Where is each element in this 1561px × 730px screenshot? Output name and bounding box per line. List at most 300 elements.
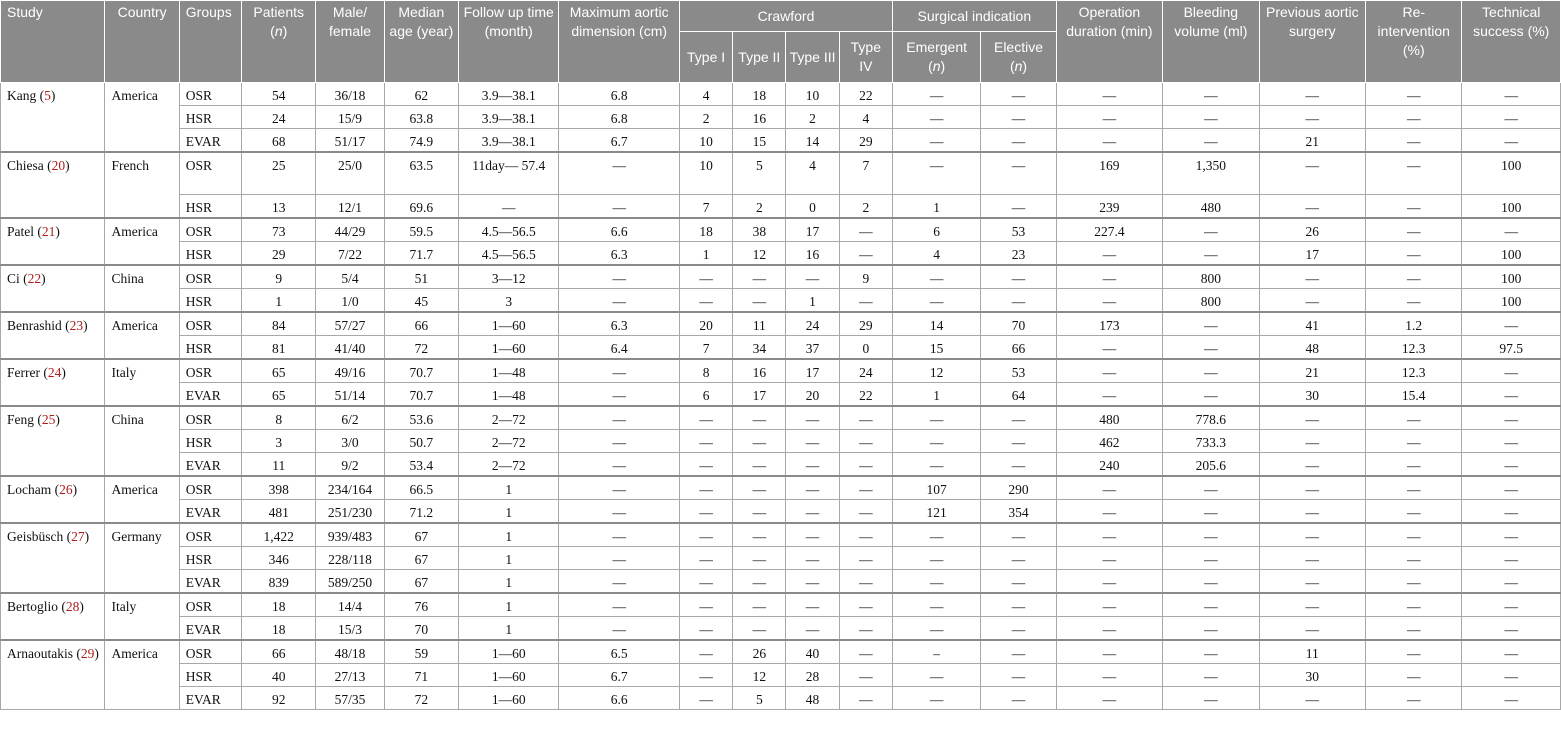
type-3-cell: 16 bbox=[786, 242, 839, 266]
technical-success-cell: — bbox=[1462, 523, 1561, 547]
median-age-cell: 62 bbox=[384, 83, 458, 106]
type-2-cell: — bbox=[733, 406, 786, 430]
study-cell: Kang (5) bbox=[1, 83, 105, 153]
previous-surgery-cell: 48 bbox=[1259, 336, 1365, 360]
group-cell: EVAR bbox=[179, 617, 241, 641]
type-2-cell: 18 bbox=[733, 83, 786, 106]
study-cell: Chiesa (20) bbox=[1, 152, 105, 218]
max-dimension-cell: 6.7 bbox=[559, 664, 680, 687]
type-4-cell: — bbox=[839, 523, 892, 547]
header-max-dimension: Maximum aortic dimension (cm) bbox=[559, 1, 680, 83]
max-dimension-cell: 6.3 bbox=[559, 242, 680, 266]
reference-link[interactable]: 20 bbox=[51, 158, 66, 173]
reference-link[interactable]: 27 bbox=[71, 529, 85, 544]
technical-success-cell: — bbox=[1462, 500, 1561, 524]
male-female-cell: 9/2 bbox=[316, 453, 384, 477]
elective-cell: — bbox=[981, 617, 1056, 641]
patients-cell: 3 bbox=[242, 430, 316, 453]
max-dimension-cell: 6.5 bbox=[559, 640, 680, 664]
type-4-cell: — bbox=[839, 453, 892, 477]
type-4-cell: — bbox=[839, 687, 892, 710]
patients-cell: 92 bbox=[242, 687, 316, 710]
type-3-cell: 20 bbox=[786, 383, 839, 407]
elective-cell: — bbox=[981, 106, 1056, 129]
reintervention-cell: — bbox=[1366, 687, 1462, 710]
follow-up-cell: 1—60 bbox=[459, 336, 559, 360]
follow-up-cell: 2—72 bbox=[459, 406, 559, 430]
patients-cell: 18 bbox=[242, 617, 316, 641]
country-cell: Italy bbox=[105, 359, 179, 406]
median-age-cell: 71.7 bbox=[384, 242, 458, 266]
header-emergent: Emergent (n) bbox=[892, 32, 980, 83]
type-3-cell: 0 bbox=[786, 195, 839, 219]
group-cell: HSR bbox=[179, 336, 241, 360]
study-name: Chiesa bbox=[7, 158, 44, 173]
patients-cell: 65 bbox=[242, 359, 316, 383]
type-1-cell: — bbox=[679, 430, 732, 453]
header-surgical-indication: Surgical indication bbox=[892, 1, 1056, 32]
reintervention-cell: 1.2 bbox=[1366, 312, 1462, 336]
follow-up-cell: 3.9—38.1 bbox=[459, 106, 559, 129]
study-cell: Geisbüsch (27) bbox=[1, 523, 105, 593]
type-1-cell: — bbox=[679, 476, 732, 500]
table-row bbox=[1, 430, 1561, 453]
previous-surgery-cell: — bbox=[1259, 106, 1365, 129]
follow-up-cell: 3.9—38.1 bbox=[459, 129, 559, 153]
median-age-cell: 71 bbox=[384, 664, 458, 687]
operation-duration-cell: — bbox=[1056, 664, 1162, 687]
country-cell: America bbox=[105, 218, 179, 265]
elective-cell: — bbox=[981, 406, 1056, 430]
bleeding-volume-cell: — bbox=[1163, 106, 1259, 129]
table-row bbox=[1, 289, 1561, 313]
emergent-cell: 15 bbox=[892, 336, 980, 360]
type-1-cell: — bbox=[679, 265, 732, 289]
reference-link[interactable]: 22 bbox=[27, 271, 42, 286]
previous-surgery-cell: 11 bbox=[1259, 640, 1365, 664]
male-female-cell: 251/230 bbox=[316, 500, 384, 524]
technical-success-cell: — bbox=[1462, 547, 1561, 570]
operation-duration-cell: 173 bbox=[1056, 312, 1162, 336]
group-cell: OSR bbox=[179, 152, 241, 195]
emergent-cell: — bbox=[892, 664, 980, 687]
header-type-1: Type I bbox=[679, 32, 732, 83]
group-cell: OSR bbox=[179, 476, 241, 500]
group-cell: OSR bbox=[179, 640, 241, 664]
type-2-cell: 12 bbox=[733, 664, 786, 687]
type-4-cell: 29 bbox=[839, 129, 892, 153]
type-1-cell: — bbox=[679, 289, 732, 313]
previous-surgery-cell: 17 bbox=[1259, 242, 1365, 266]
male-female-cell: 12/1 bbox=[316, 195, 384, 219]
median-age-cell: 53.4 bbox=[384, 453, 458, 477]
reference-link[interactable]: 26 bbox=[59, 482, 73, 497]
previous-surgery-cell: — bbox=[1259, 195, 1365, 219]
patients-cell: 1,422 bbox=[242, 523, 316, 547]
operation-duration-cell: — bbox=[1056, 640, 1162, 664]
follow-up-cell: 1—48 bbox=[459, 383, 559, 407]
type-2-cell: — bbox=[733, 476, 786, 500]
operation-duration-cell: — bbox=[1056, 359, 1162, 383]
group-cell: HSR bbox=[179, 664, 241, 687]
previous-surgery-cell: — bbox=[1259, 430, 1365, 453]
study-name: Arnaoutakis bbox=[7, 646, 73, 661]
reference-link[interactable]: 24 bbox=[47, 365, 62, 380]
type-1-cell: — bbox=[679, 453, 732, 477]
study-name: Ferrer bbox=[7, 365, 40, 380]
median-age-cell: 74.9 bbox=[384, 129, 458, 153]
patients-cell: 11 bbox=[242, 453, 316, 477]
follow-up-cell: 1 bbox=[459, 500, 559, 524]
bleeding-volume-cell: — bbox=[1163, 687, 1259, 710]
emergent-cell: — bbox=[892, 523, 980, 547]
header-patients-unit: n bbox=[274, 23, 283, 39]
previous-surgery-cell: — bbox=[1259, 547, 1365, 570]
operation-duration-cell: 462 bbox=[1056, 430, 1162, 453]
elective-cell: — bbox=[981, 129, 1056, 153]
reference-link[interactable]: 25 bbox=[41, 412, 56, 427]
type-2-cell: — bbox=[733, 265, 786, 289]
patients-cell: 18 bbox=[242, 593, 316, 617]
study-cell: Patel (21) bbox=[1, 218, 105, 265]
bleeding-volume-cell: 800 bbox=[1163, 289, 1259, 313]
emergent-cell: 107 bbox=[892, 476, 980, 500]
header-emergent-label: Emergent bbox=[906, 39, 967, 55]
reintervention-cell: — bbox=[1366, 289, 1462, 313]
max-dimension-cell: — bbox=[559, 453, 680, 477]
median-age-cell: 45 bbox=[384, 289, 458, 313]
type-2-cell: — bbox=[733, 617, 786, 641]
group-cell: OSR bbox=[179, 523, 241, 547]
technical-success-cell: — bbox=[1462, 687, 1561, 710]
previous-surgery-cell: 21 bbox=[1259, 359, 1365, 383]
emergent-cell: — bbox=[892, 406, 980, 430]
type-3-cell: 17 bbox=[786, 218, 839, 242]
previous-surgery-cell: — bbox=[1259, 593, 1365, 617]
previous-surgery-cell: — bbox=[1259, 453, 1365, 477]
male-female-cell: 5/4 bbox=[316, 265, 384, 289]
group-cell: HSR bbox=[179, 195, 241, 219]
type-2-cell: — bbox=[733, 453, 786, 477]
group-cell: EVAR bbox=[179, 383, 241, 407]
patients-cell: 65 bbox=[242, 383, 316, 407]
type-2-cell: — bbox=[733, 523, 786, 547]
type-3-cell: 48 bbox=[786, 687, 839, 710]
elective-cell: 354 bbox=[981, 500, 1056, 524]
follow-up-cell: 3 bbox=[459, 289, 559, 313]
reintervention-cell: 15.4 bbox=[1366, 383, 1462, 407]
type-2-cell: — bbox=[733, 570, 786, 594]
group-cell: HSR bbox=[179, 547, 241, 570]
operation-duration-cell: — bbox=[1056, 106, 1162, 129]
median-age-cell: 66.5 bbox=[384, 476, 458, 500]
male-female-cell: 15/3 bbox=[316, 617, 384, 641]
header-elective-label: Elective bbox=[993, 39, 1044, 55]
type-4-cell: — bbox=[839, 406, 892, 430]
reintervention-cell: — bbox=[1366, 242, 1462, 266]
patients-cell: 398 bbox=[242, 476, 316, 500]
group-cell: EVAR bbox=[179, 129, 241, 153]
patients-cell: 68 bbox=[242, 129, 316, 153]
type-1-cell: — bbox=[679, 664, 732, 687]
bleeding-volume-cell: — bbox=[1163, 476, 1259, 500]
previous-surgery-cell: — bbox=[1259, 476, 1365, 500]
male-female-cell: 25/0 bbox=[316, 152, 384, 195]
median-age-cell: 66 bbox=[384, 312, 458, 336]
type-4-cell: — bbox=[839, 476, 892, 500]
bleeding-volume-cell: — bbox=[1163, 640, 1259, 664]
reference-link[interactable]: 21 bbox=[41, 224, 56, 239]
type-4-cell: 7 bbox=[839, 152, 892, 195]
elective-cell: — bbox=[981, 640, 1056, 664]
emergent-cell: — bbox=[892, 687, 980, 710]
type-2-cell: 5 bbox=[733, 687, 786, 710]
previous-surgery-cell: 41 bbox=[1259, 312, 1365, 336]
table-row bbox=[1, 617, 1561, 641]
emergent-cell: — bbox=[892, 617, 980, 641]
type-1-cell: — bbox=[679, 570, 732, 594]
male-female-cell: 1/0 bbox=[316, 289, 384, 313]
type-4-cell: 22 bbox=[839, 83, 892, 106]
median-age-cell: 69.6 bbox=[384, 195, 458, 219]
group-cell: EVAR bbox=[179, 570, 241, 594]
operation-duration-cell: — bbox=[1056, 500, 1162, 524]
median-age-cell: 72 bbox=[384, 687, 458, 710]
type-1-cell: 20 bbox=[679, 312, 732, 336]
group-cell: OSR bbox=[179, 593, 241, 617]
type-2-cell: 5 bbox=[733, 152, 786, 195]
technical-success-cell: 100 bbox=[1462, 289, 1561, 313]
patients-cell: 29 bbox=[242, 242, 316, 266]
type-2-cell: 16 bbox=[733, 359, 786, 383]
patients-cell: 839 bbox=[242, 570, 316, 594]
type-1-cell: — bbox=[679, 687, 732, 710]
median-age-cell: 72 bbox=[384, 336, 458, 360]
emergent-cell: — bbox=[892, 593, 980, 617]
operation-duration-cell: — bbox=[1056, 129, 1162, 153]
type-3-cell: — bbox=[786, 617, 839, 641]
study-name: Feng bbox=[7, 412, 34, 427]
patients-cell: 54 bbox=[242, 83, 316, 106]
emergent-cell: 14 bbox=[892, 312, 980, 336]
bleeding-volume-cell: — bbox=[1163, 218, 1259, 242]
table-row bbox=[1, 359, 1561, 383]
country-cell: America bbox=[105, 476, 179, 523]
follow-up-cell: 1 bbox=[459, 617, 559, 641]
elective-cell: 64 bbox=[981, 383, 1056, 407]
header-reintervention: Re-intervention (%) bbox=[1366, 1, 1462, 83]
elective-cell: 70 bbox=[981, 312, 1056, 336]
type-4-cell: — bbox=[839, 640, 892, 664]
max-dimension-cell: 6.8 bbox=[559, 83, 680, 106]
max-dimension-cell: — bbox=[559, 289, 680, 313]
technical-success-cell: 97.5 bbox=[1462, 336, 1561, 360]
type-4-cell: 29 bbox=[839, 312, 892, 336]
type-3-cell: — bbox=[786, 593, 839, 617]
header-operation-duration: Operation duration (min) bbox=[1056, 1, 1162, 83]
max-dimension-cell: — bbox=[559, 195, 680, 219]
previous-surgery-cell: 26 bbox=[1259, 218, 1365, 242]
type-3-cell: 24 bbox=[786, 312, 839, 336]
type-1-cell: 18 bbox=[679, 218, 732, 242]
emergent-cell: – bbox=[892, 640, 980, 664]
header-follow-up: Follow up time (month) bbox=[459, 1, 559, 83]
table-row bbox=[1, 593, 1561, 617]
previous-surgery-cell: — bbox=[1259, 152, 1365, 195]
median-age-cell: 63.8 bbox=[384, 106, 458, 129]
operation-duration-cell: — bbox=[1056, 476, 1162, 500]
male-female-cell: 234/164 bbox=[316, 476, 384, 500]
table-row bbox=[1, 664, 1561, 687]
technical-success-cell: — bbox=[1462, 593, 1561, 617]
reintervention-cell: — bbox=[1366, 617, 1462, 641]
elective-cell: — bbox=[981, 265, 1056, 289]
technical-success-cell: — bbox=[1462, 406, 1561, 430]
type-4-cell: 0 bbox=[839, 336, 892, 360]
follow-up-cell: 2—72 bbox=[459, 430, 559, 453]
reintervention-cell: — bbox=[1366, 500, 1462, 524]
type-4-cell: — bbox=[839, 570, 892, 594]
male-female-cell: 15/9 bbox=[316, 106, 384, 129]
patients-cell: 8 bbox=[242, 406, 316, 430]
type-1-cell: 7 bbox=[679, 336, 732, 360]
bleeding-volume-cell: 778.6 bbox=[1163, 406, 1259, 430]
bleeding-volume-cell: — bbox=[1163, 593, 1259, 617]
table-row bbox=[1, 129, 1561, 153]
median-age-cell: 63.5 bbox=[384, 152, 458, 195]
type-3-cell: — bbox=[786, 406, 839, 430]
table-row bbox=[1, 152, 1561, 195]
technical-success-cell: 100 bbox=[1462, 265, 1561, 289]
median-age-cell: 67 bbox=[384, 547, 458, 570]
reference-link[interactable]: 23 bbox=[69, 318, 84, 333]
technical-success-cell: — bbox=[1462, 640, 1561, 664]
reference-link[interactable]: 28 bbox=[65, 599, 80, 614]
study-name: Geisbüsch bbox=[7, 529, 64, 544]
operation-duration-cell: 240 bbox=[1056, 453, 1162, 477]
max-dimension-cell: 6.6 bbox=[559, 218, 680, 242]
male-female-cell: 41/40 bbox=[316, 336, 384, 360]
max-dimension-cell: — bbox=[559, 430, 680, 453]
elective-cell: — bbox=[981, 523, 1056, 547]
elective-cell: — bbox=[981, 83, 1056, 106]
type-1-cell: 10 bbox=[679, 129, 732, 153]
follow-up-cell: 4.5—56.5 bbox=[459, 218, 559, 242]
reference-link[interactable]: 5 bbox=[44, 88, 51, 103]
table-row bbox=[1, 570, 1561, 594]
type-1-cell: — bbox=[679, 500, 732, 524]
emergent-cell: — bbox=[892, 430, 980, 453]
type-3-cell: 10 bbox=[786, 83, 839, 106]
patients-cell: 13 bbox=[242, 195, 316, 219]
median-age-cell: 76 bbox=[384, 593, 458, 617]
elective-cell: 23 bbox=[981, 242, 1056, 266]
type-2-cell: 2 bbox=[733, 195, 786, 219]
follow-up-cell: 1 bbox=[459, 547, 559, 570]
reintervention-cell: — bbox=[1366, 476, 1462, 500]
country-cell: America bbox=[105, 312, 179, 359]
group-cell: HSR bbox=[179, 242, 241, 266]
reintervention-cell: — bbox=[1366, 265, 1462, 289]
table-row bbox=[1, 195, 1561, 219]
type-3-cell: 2 bbox=[786, 106, 839, 129]
reintervention-cell: — bbox=[1366, 218, 1462, 242]
country-cell: America bbox=[105, 640, 179, 710]
country-cell: French bbox=[105, 152, 179, 218]
male-female-cell: 939/483 bbox=[316, 523, 384, 547]
group-cell: HSR bbox=[179, 106, 241, 129]
type-1-cell: — bbox=[679, 547, 732, 570]
table-row bbox=[1, 336, 1561, 360]
country-cell: China bbox=[105, 406, 179, 476]
male-female-cell: 6/2 bbox=[316, 406, 384, 430]
emergent-cell: — bbox=[892, 129, 980, 153]
bleeding-volume-cell: 480 bbox=[1163, 195, 1259, 219]
max-dimension-cell: 6.4 bbox=[559, 336, 680, 360]
median-age-cell: 59 bbox=[384, 640, 458, 664]
bleeding-volume-cell: — bbox=[1163, 523, 1259, 547]
follow-up-cell: 1—60 bbox=[459, 687, 559, 710]
type-3-cell: 17 bbox=[786, 359, 839, 383]
type-1-cell: — bbox=[679, 617, 732, 641]
male-female-cell: 3/0 bbox=[316, 430, 384, 453]
header-emergent-unit: n bbox=[932, 58, 941, 74]
reintervention-cell: — bbox=[1366, 430, 1462, 453]
reference-link[interactable]: 29 bbox=[80, 646, 95, 661]
header-type-3: Type III bbox=[786, 32, 839, 83]
patients-cell: 346 bbox=[242, 547, 316, 570]
header-elective-unit: n bbox=[1014, 58, 1023, 74]
header-bleeding-volume: Bleeding volume (ml) bbox=[1163, 1, 1259, 83]
patients-cell: 66 bbox=[242, 640, 316, 664]
reintervention-cell: — bbox=[1366, 523, 1462, 547]
type-1-cell: 2 bbox=[679, 106, 732, 129]
header-median-age: Median age (year) bbox=[384, 1, 458, 83]
previous-surgery-cell: 30 bbox=[1259, 664, 1365, 687]
median-age-cell: 71.2 bbox=[384, 500, 458, 524]
type-3-cell: 14 bbox=[786, 129, 839, 153]
reintervention-cell: — bbox=[1366, 106, 1462, 129]
median-age-cell: 70 bbox=[384, 617, 458, 641]
max-dimension-cell: — bbox=[559, 265, 680, 289]
bleeding-volume-cell: — bbox=[1163, 242, 1259, 266]
reintervention-cell: — bbox=[1366, 453, 1462, 477]
type-4-cell: — bbox=[839, 547, 892, 570]
previous-surgery-cell: 30 bbox=[1259, 383, 1365, 407]
type-3-cell: 37 bbox=[786, 336, 839, 360]
operation-duration-cell: 227.4 bbox=[1056, 218, 1162, 242]
type-3-cell: 1 bbox=[786, 289, 839, 313]
table-body bbox=[1, 83, 1561, 710]
emergent-cell: 6 bbox=[892, 218, 980, 242]
emergent-cell: — bbox=[892, 289, 980, 313]
operation-duration-cell: 169 bbox=[1056, 152, 1162, 195]
type-1-cell: — bbox=[679, 523, 732, 547]
max-dimension-cell: — bbox=[559, 359, 680, 383]
emergent-cell: 1 bbox=[892, 195, 980, 219]
male-female-cell: 57/27 bbox=[316, 312, 384, 336]
group-cell: OSR bbox=[179, 359, 241, 383]
operation-duration-cell: 239 bbox=[1056, 195, 1162, 219]
technical-success-cell: — bbox=[1462, 218, 1561, 242]
technical-success-cell: 100 bbox=[1462, 242, 1561, 266]
type-3-cell: — bbox=[786, 453, 839, 477]
max-dimension-cell: 6.3 bbox=[559, 312, 680, 336]
reintervention-cell: — bbox=[1366, 593, 1462, 617]
type-3-cell: — bbox=[786, 500, 839, 524]
technical-success-cell: — bbox=[1462, 83, 1561, 106]
type-4-cell: — bbox=[839, 242, 892, 266]
